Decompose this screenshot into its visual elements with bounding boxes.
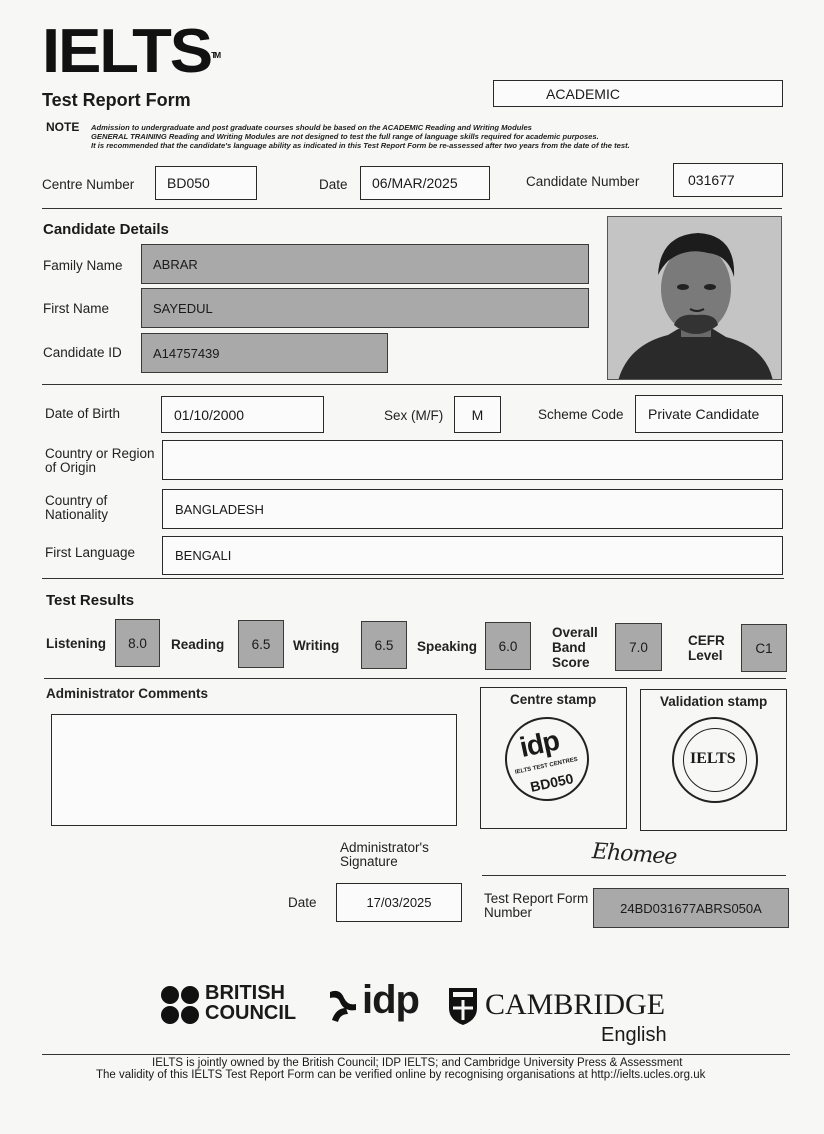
first-language-label: First Language (45, 545, 136, 560)
admin-comments-label: Administrator Comments (46, 686, 209, 701)
family-name-box (141, 244, 589, 284)
writing-score: 6.5 (374, 637, 394, 653)
scheme-code-label: Scheme Code (538, 407, 624, 422)
sex-box (454, 396, 501, 433)
divider-1 (42, 208, 782, 209)
candidate-number-label: Candidate Number (526, 174, 640, 189)
overall-label-line-2: Band (552, 640, 586, 655)
centre-number-label: Centre Number (42, 177, 135, 192)
nationality-box (162, 489, 783, 529)
note-line-2: GENERAL TRAINING Reading and Writing Modules are not designed to test the full range of language skills required for academic purposes. (91, 132, 599, 141)
divider-4 (44, 678, 786, 679)
centre-stamp-label: Centre stamp (510, 692, 597, 707)
issue-date-value: 17/03/2025 (366, 895, 432, 910)
form-title: Test Report Form (42, 90, 191, 110)
dob-box (161, 396, 324, 433)
origin-label-line-1: Country or Region (45, 446, 155, 461)
module-value: ACADEMIC (546, 85, 620, 102)
british-council-word-2: COUNCIL (205, 1002, 297, 1024)
listening-score-box (115, 619, 160, 667)
british-council-dots-icon (160, 985, 200, 1025)
note-line-3: It is recommended that the candidate's language ability as indicated in this Test Report Form be re-assessed after two years from the date of the test. (91, 141, 630, 150)
reading-score: 6.5 (251, 636, 271, 652)
reading-score-box (238, 620, 284, 668)
test-date-box (360, 166, 490, 200)
cambridge-wordmark: CAMBRIDGE (485, 988, 666, 1021)
candidate-number-box (673, 163, 783, 197)
centre-number-box (155, 166, 257, 200)
first-name-value: SAYEDUL (153, 300, 213, 316)
overall-label-line-1: Overall (552, 625, 598, 640)
nationality-value: BANGLADESH (175, 501, 264, 517)
cambridge-shield-icon (447, 986, 479, 1026)
writing-score-box (361, 621, 407, 669)
signature-label-line-1: Administrator's (340, 840, 429, 855)
trf-label-line-1: Test Report Form (484, 891, 589, 906)
writing-label: Writing (293, 638, 340, 653)
dob-value: 01/10/2000 (174, 406, 245, 423)
ielts-logo (42, 17, 220, 86)
candidate-number-value: 031677 (688, 172, 735, 188)
administrator-signature: Ehomee (591, 839, 678, 870)
listening-score: 8.0 (128, 635, 147, 651)
centre-stamp-subtitle: IELTS TEST CENTRES (514, 756, 579, 776)
admin-comments-box (51, 714, 457, 826)
sex-value: M (471, 406, 484, 423)
first-language-box (162, 536, 783, 575)
family-name-label: Family Name (43, 258, 123, 273)
divider-2 (42, 384, 782, 385)
centre-number-value: BD050 (167, 175, 210, 191)
overall-label-line-3: Score (552, 655, 590, 670)
first-name-label: First Name (43, 301, 110, 316)
first-language-value: BENGALI (175, 548, 232, 563)
dob-label: Date of Birth (45, 406, 121, 421)
scheme-code-value: Private Candidate (648, 406, 760, 422)
trf-label-line-2: Number (484, 905, 533, 920)
overall-score-box (615, 623, 662, 671)
reading-label: Reading (171, 637, 225, 652)
signature-label-line-2: Signature (340, 854, 398, 869)
centre-stamp-brand: idp (516, 724, 562, 764)
test-date-value: 06/MAR/2025 (372, 175, 458, 191)
candidate-id-label: Candidate ID (43, 345, 122, 360)
idp-logo (326, 978, 421, 1028)
test-results-title: Test Results (46, 592, 135, 609)
note-label: NOTE (46, 120, 80, 134)
cefr-level-box (741, 624, 787, 672)
validation-stamp (672, 717, 758, 803)
trademark-mark: TM (211, 51, 220, 60)
candidate-photo-image (608, 217, 782, 380)
speaking-score: 6.0 (498, 638, 518, 654)
cefr-label-line-2: Level (688, 648, 723, 663)
origin-box (162, 440, 783, 480)
candidate-photo (607, 216, 782, 380)
nationality-label-line-2: Nationality (45, 507, 109, 522)
footer-ownership: IELTS is jointly owned by the British Council; IDP IELTS; and Cambridge University Press & Assessment (152, 1057, 683, 1069)
ielts-logo-text: IELTS (42, 17, 212, 86)
speaking-label: Speaking (417, 639, 478, 654)
footer-divider (42, 1054, 790, 1055)
candidate-id-box (141, 333, 388, 373)
british-council-word-1: BRITISH (205, 982, 285, 1004)
listening-label: Listening (46, 636, 106, 651)
overall-score: 7.0 (629, 639, 648, 655)
note-line-1: Admission to undergraduate and post graduate courses should be based on the ACADEMIC Reading and Writing Modules (91, 123, 532, 132)
first-name-box (141, 288, 589, 328)
candidate-id-value: A14757439 (153, 345, 220, 361)
idp-wordmark: idp (362, 978, 419, 1022)
family-name-value: ABRAR (153, 256, 198, 272)
origin-label-line-2: of Origin (45, 460, 97, 475)
trf-number-value: 24BD031677ABRS050A (620, 900, 762, 916)
issue-date-label: Date (288, 895, 317, 910)
cambridge-english: English (601, 1024, 667, 1046)
sex-label: Sex (M/F) (384, 408, 444, 423)
british-council-logo (160, 983, 300, 1027)
idp-mark-icon (326, 986, 360, 1026)
candidate-details-title: Candidate Details (43, 221, 169, 238)
trf-number-box (593, 888, 789, 928)
divider-3 (42, 578, 784, 579)
cefr-label-line-1: CEFR (688, 633, 725, 648)
date-label: Date (319, 177, 348, 192)
issue-date-box (336, 883, 462, 922)
nationality-label-line-1: Country of (45, 493, 108, 508)
module-box (493, 80, 783, 107)
cambridge-logo (447, 986, 672, 1048)
scheme-code-box (635, 395, 783, 433)
centre-stamp-code: BD050 (528, 770, 575, 795)
validation-stamp-text: IELTS (690, 750, 736, 767)
cefr-level: C1 (755, 640, 773, 656)
footer-verification: The validity of this IELTS Test Report Form can be verified online by recognising organisations at http://ielts.ucles.org.uk (96, 1069, 706, 1081)
signature-line (482, 875, 786, 876)
speaking-score-box (485, 622, 531, 670)
validation-stamp-label: Validation stamp (660, 694, 768, 709)
